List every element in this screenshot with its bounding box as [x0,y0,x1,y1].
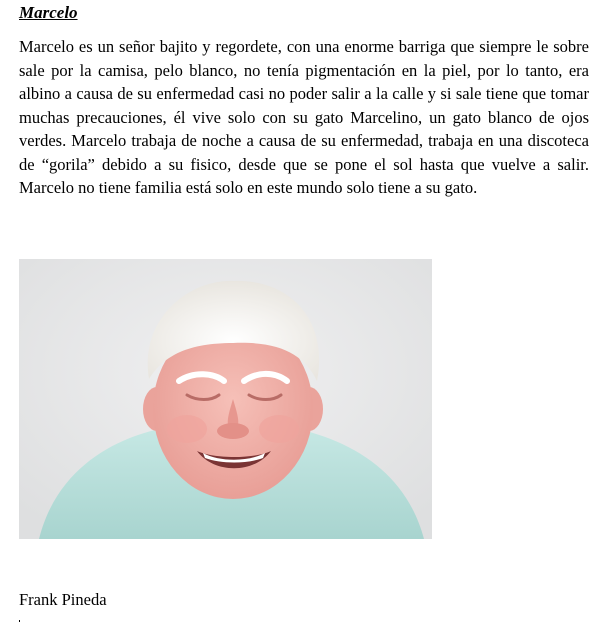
portrait-illustration [19,259,432,539]
text-cursor-mark [19,620,20,622]
author-signature: Frank Pineda [19,590,107,609]
document-title: Marcelo [19,3,78,22]
portrait-photo [19,259,432,539]
description-paragraph: Marcelo es un señor bajito y regordete, con una enorme barriga que siempre le sobre sale por la camisa, pelo blanco, no tenía pigmentación en la piel, por lo tanto, era albino a causa de su enfermedad casi no poder salir a la calle y si sale tiene que tomar muchas precauciones, él vive solo con su gato Marcelino, un gato blanco de ojos verdes. Marcelo trabaja de noche a causa de su enfermedad, trabaja en una discoteca de “gorila” debido a su fisico, desde que se pone el sol hasta que vuelve a salir. Marcelo no tiene familia está solo en este mundo solo tiene a su gato. [19,37,589,197]
